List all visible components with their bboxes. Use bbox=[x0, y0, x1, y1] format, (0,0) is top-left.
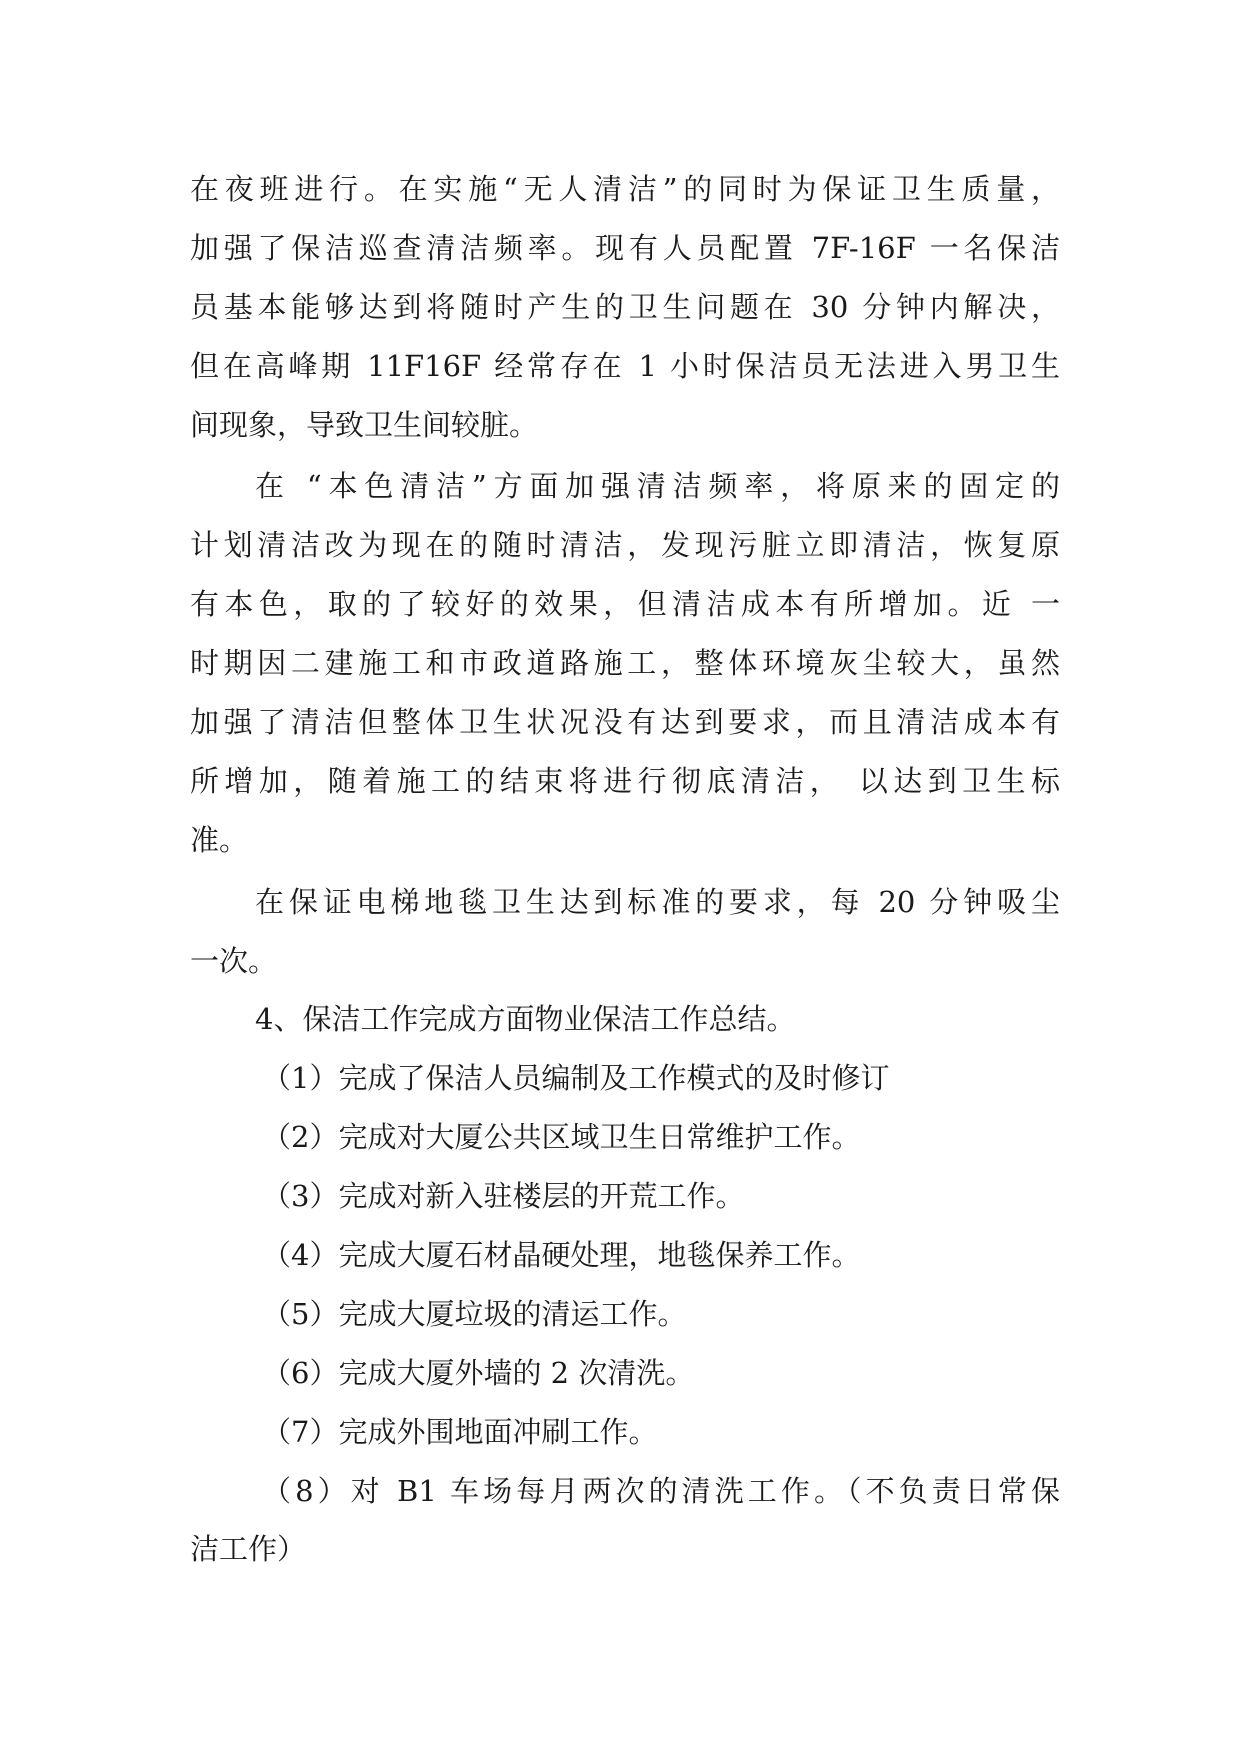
list-item: （2）完成对大厦公共区域卫生日常维护工作。 bbox=[262, 1120, 861, 1155]
list-item: （4）完成大厦石材晶硬处理，地毯保养工作。 bbox=[262, 1238, 861, 1273]
list-item: （6）完成大厦外墙的 2 次清洗。 bbox=[262, 1355, 695, 1390]
paragraph-line: 员基本能够达到将随时产生的卫生问题在 30 分钟内解决， bbox=[190, 289, 1060, 324]
paragraph-line: 加强了保洁巡查清洁频率。现有人员配置 7F-16F 一名保洁 bbox=[190, 230, 1060, 265]
paragraph-line: 加强了清洁但整体卫生状况没有达到要求，而且清洁成本有 bbox=[190, 705, 1060, 740]
paragraph-line: 在保证电梯地毯卫生达到标准的要求，每 20 分钟吸尘 bbox=[255, 884, 1060, 919]
paragraph-line: 间现象，导致卫生间较脏。 bbox=[190, 407, 539, 442]
paragraph-line: 在 “本色清洁”方面加强清洁频率，将原来的固定的 bbox=[255, 469, 1060, 504]
paragraph-line: 时期因二建施工和市政道路施工，整体环境灰尘较大，虽然 bbox=[190, 646, 1060, 681]
document-body bbox=[190, 160, 1060, 1579]
list-item: （5）完成大厦垃圾的清运工作。 bbox=[262, 1296, 687, 1331]
list-item: （1）完成了保洁人员编制及工作模式的及时修订 bbox=[262, 1061, 890, 1096]
paragraph-line: 一次。 bbox=[190, 943, 278, 978]
list-item: （8）对 B1 车场每月两次的清洗工作。（不负责日常保 bbox=[262, 1473, 1060, 1508]
paragraph-line: 所增加，随着施工的结束将进行彻底清洁， 以达到卫生标 bbox=[190, 763, 1060, 798]
section-heading: 4、保洁工作完成方面物业保洁工作总结。 bbox=[255, 1002, 796, 1037]
paragraph-line: 在夜班进行。在实施“无人清洁”的同时为保证卫生质量， bbox=[190, 172, 1060, 206]
paragraph-line: 计划清洁改为现在的随时清洁，发现污脏立即清洁，恢复原 bbox=[190, 528, 1060, 563]
paragraph-line: 有本色，取的了较好的效果，但清洁成本有所增加。近 一 bbox=[190, 587, 1060, 622]
list-item: （3）完成对新入驻楼层的开荒工作。 bbox=[262, 1179, 745, 1214]
list-item-continuation: 洁工作） bbox=[190, 1532, 307, 1567]
list-item: （7）完成外围地面冲刷工作。 bbox=[262, 1414, 658, 1449]
paragraph-line: 准。 bbox=[190, 822, 249, 857]
paragraph-line: 但在高峰期 11F16F 经常存在 1 小时保洁员无法进入男卫生 bbox=[190, 348, 1060, 383]
